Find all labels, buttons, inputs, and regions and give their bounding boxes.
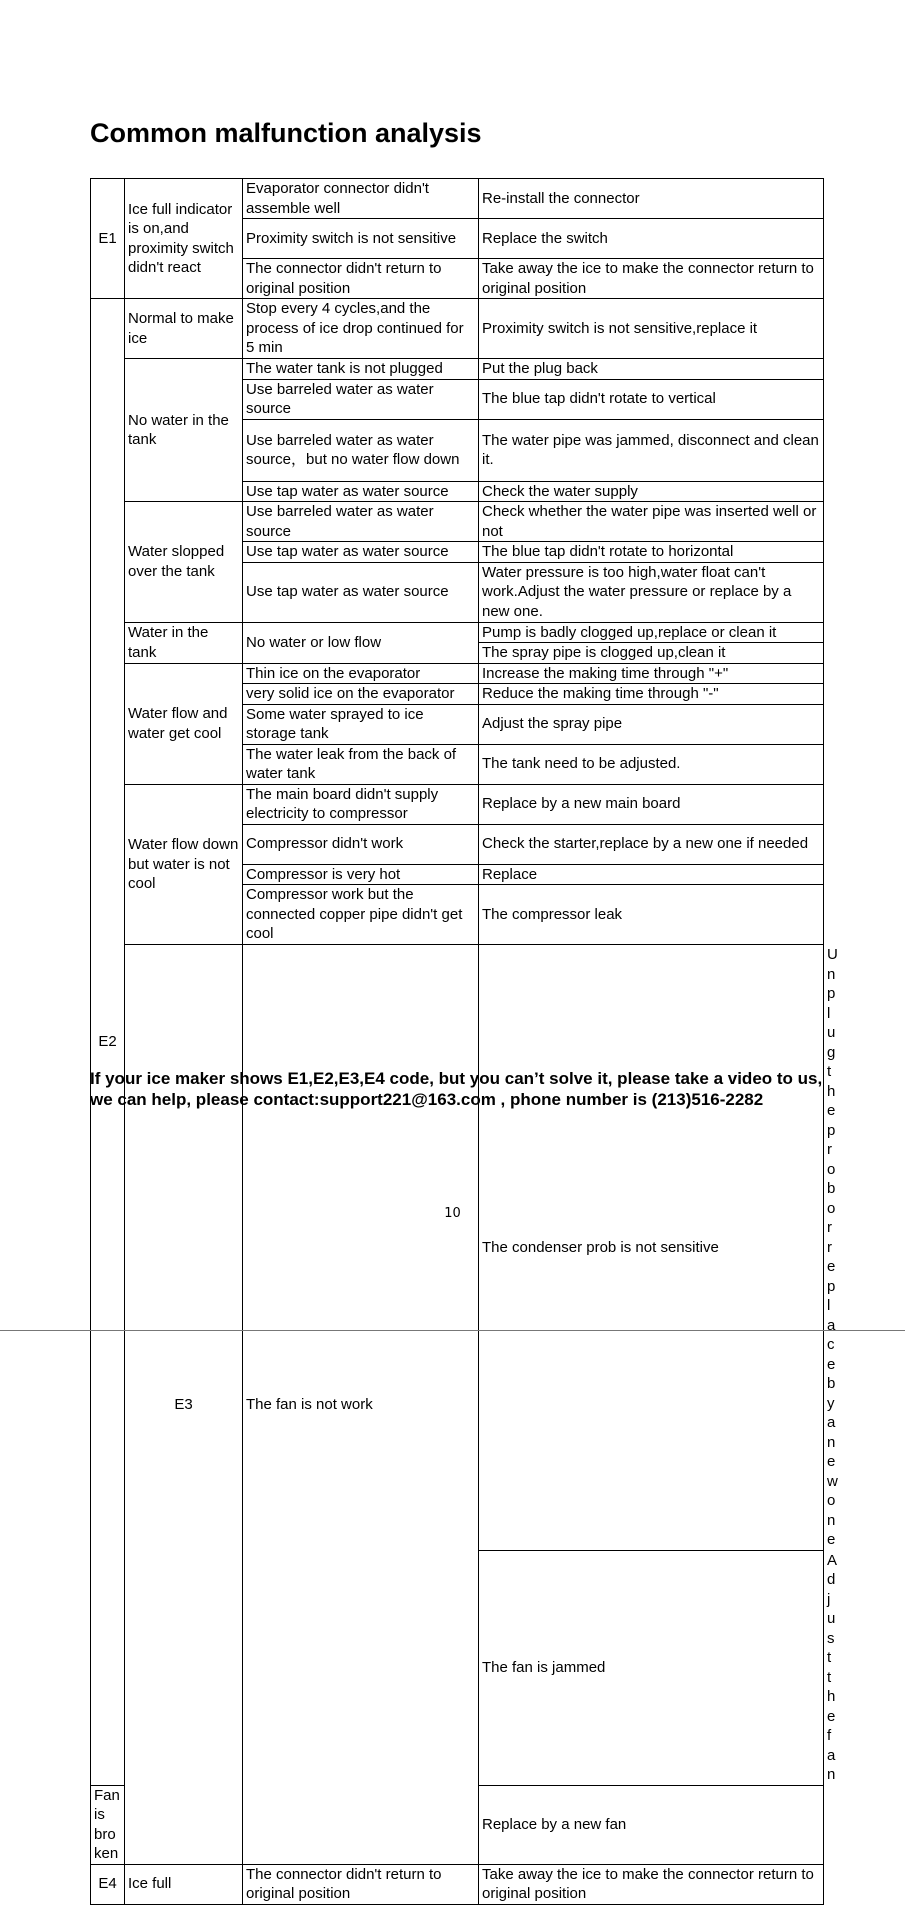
table-row (91, 359, 824, 380)
cause-cell: Use tap water as water source (243, 481, 479, 502)
condition-cell: Water flow and water get cool (125, 663, 243, 784)
cause-cell: Evaporator connector didn't assemble well (243, 179, 479, 219)
cause-cell: The water tank is not plugged (243, 359, 479, 380)
condition-cell: Ice full (125, 1864, 243, 1904)
cause-cell: No water or low flow (243, 622, 479, 663)
solution-cell: Check the water supply (479, 481, 824, 502)
bottom-divider (0, 1330, 905, 1331)
table-row: E3 The fan is not work The condenser prob is not sensitive Unplug the prob or replace by a new one (91, 945, 824, 1551)
cause-cell: Use barreled water as water source (243, 379, 479, 419)
malfunction-table (90, 178, 838, 1905)
condition-cell: Water in the tank (125, 622, 243, 663)
solution-cell: Take away the ice to make the connector return to original position (479, 259, 824, 299)
error-code-e1: E1 (91, 179, 125, 299)
contact-note: If your ice maker shows E1,E2,E3,E4 code, but you can’t solve it, please take a video to us, we can help, please contact:support221@163.com , phone number is (213)516-2282 (90, 1069, 823, 1109)
table-row (91, 179, 824, 219)
solution-cell: Re-install the connector (479, 179, 824, 219)
table-row (91, 1864, 824, 1904)
cause-cell: Proximity switch is not sensitive (243, 219, 479, 259)
cause-cell: Stop every 4 cycles,and the process of ice drop continued for 5 min (243, 299, 479, 359)
cause-cell: The condenser prob is not sensitive (479, 945, 824, 1551)
solution-cell: Increase the making time through "+" (479, 663, 824, 684)
condition-cell: No water in the tank (125, 359, 243, 502)
cause-cell: The main board didn't supply electricity to compressor (243, 784, 479, 824)
error-code-e3: E3 (125, 945, 243, 1865)
condition-cell: Water slopped over the tank (125, 502, 243, 623)
cause-cell: Compressor didn't work (243, 824, 479, 864)
cause-cell: Use tap water as water source (243, 562, 479, 622)
solution-cell: Pump is badly clogged up,replace or clean it (479, 622, 824, 643)
condition-cell: Normal to make ice (125, 299, 243, 359)
cause-cell: Use barreled water as water source (243, 502, 479, 542)
solution-cell: Proximity switch is not sensitive,replace it (479, 299, 824, 359)
cause-cell: The connector didn't return to original position (243, 259, 479, 299)
solution-cell: The water pipe was jammed, disconnect and clean it. (479, 419, 824, 481)
solution-cell: The compressor leak (479, 885, 824, 945)
page-title: Common malfunction analysis (90, 118, 482, 148)
solution-cell: Water pressure is too high,water float can't work.Adjust the water pressure or replace by a new one. (479, 562, 824, 622)
cause-cell: Use barreled water as water source，but no water flow down (243, 419, 479, 481)
table-row (91, 663, 824, 684)
condition-cell: Ice full indicator is on,and proximity switch didn't react (125, 179, 243, 299)
cause-cell: The connector didn't return to original position (243, 1864, 479, 1904)
solution-cell: Replace by a new main board (479, 784, 824, 824)
table-row: The fan is jammed Adjust the fan (91, 1550, 824, 1785)
table-row (91, 784, 824, 824)
cause-cell: Compressor is very hot (243, 864, 479, 885)
cause-cell: Compressor work but the connected copper pipe didn't get cool (243, 885, 479, 945)
cause-cell: Thin ice on the evaporator (243, 663, 479, 684)
solution-cell: Adjust the spray pipe (479, 704, 824, 744)
solution-cell: Put the plug back (479, 359, 824, 380)
cause-cell: The fan is jammed (479, 1550, 824, 1785)
table-row (91, 622, 824, 643)
solution-cell: Replace (479, 864, 824, 885)
cause-cell: The water leak from the back of water tank (243, 744, 479, 784)
solution-cell: Check the starter,replace by a new one if needed (479, 824, 824, 864)
condition-cell: Water flow down but water is not cool (125, 784, 243, 945)
cause-cell: very solid ice on the evaporator (243, 684, 479, 705)
solution-cell: The blue tap didn't rotate to horizontal (479, 542, 824, 563)
cause-cell: Some water sprayed to ice storage tank (243, 704, 479, 744)
table-row (91, 299, 824, 359)
page-number: 10 (444, 1206, 461, 1221)
solution-cell: The blue tap didn't rotate to vertical (479, 379, 824, 419)
cause-cell: Use tap water as water source (243, 542, 479, 563)
solution-cell: Reduce the making time through "-" (479, 684, 824, 705)
table-row (91, 502, 824, 542)
condition-cell: The fan is not work (243, 945, 479, 1865)
solution-cell: The spray pipe is clogged up,clean it (479, 643, 824, 664)
solution-cell: Replace by a new fan (479, 1785, 824, 1864)
solution-cell: Check whether the water pipe was inserted well or not (479, 502, 824, 542)
solution-cell: Replace the switch (479, 219, 824, 259)
solution-cell: Take away the ice to make the connector return to original position (479, 1864, 824, 1904)
solution-cell: The tank need to be adjusted. (479, 744, 824, 784)
cause-cell: Fan is broken (91, 1785, 125, 1864)
error-code-e4: E4 (91, 1864, 125, 1904)
error-code-e2: E2 (91, 299, 125, 1786)
